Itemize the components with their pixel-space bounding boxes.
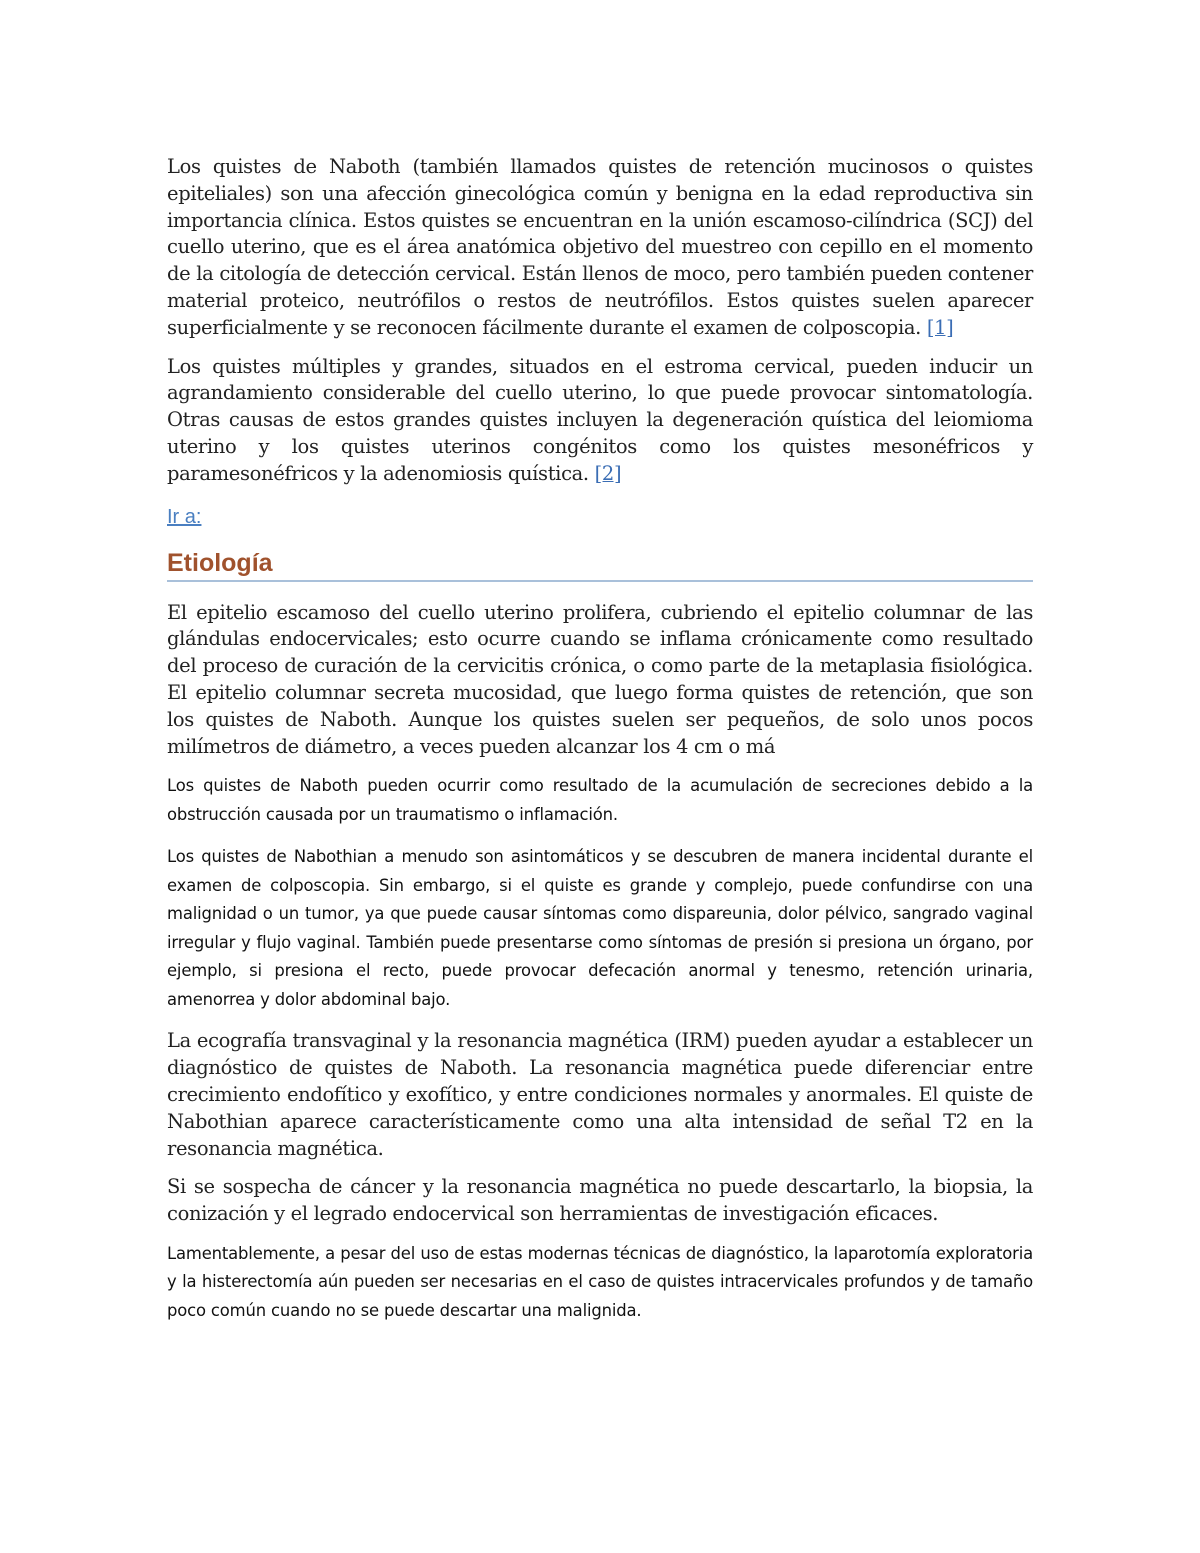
reference-link-1[interactable]: [1] bbox=[926, 315, 954, 339]
symptoms-paragraph: Los quistes de Nabothian a menudo son asintomáticos y se descubren de manera incidental durante el examen de colposcopia. Sin embargo, si el quiste es grande y complejo, puede confundirse con una malignidad o un tumor, ya que puede causar síntomas como dispareunia, dolor pélvico, sangrado vaginal irregular y flujo vaginal. También puede presentarse como síntomas de presión si presiona un órgano, por ejemplo, si presiona el recto, puede provocar defecación anormal y tenesmo, retención urinaria, amenorrea y dolor abdominal bajo. bbox=[167, 847, 1033, 1009]
intro-paragraph-text: Los quistes de Naboth (también llamados quistes de retención mucinosos o quistes epiteliales) son una afección ginecológica común y benigna en la edad reproductiva sin importancia clínica. Estos quistes se encuentran en la unión escamoso-cilíndrica (SCJ) del cuello uterino, que es el área anatómica objetivo del muestreo con cepillo en el momento de la citología de detección cervical. Están llenos de moco, pero también pueden contener material proteico, neutrófilos o restos de neutrófilos. Estos quistes suelen aparecer superficialmente y se reconocen fácilmente durante el examen de colposcopia. bbox=[167, 155, 1033, 339]
goto-link[interactable]: Ir a: bbox=[167, 505, 202, 528]
intro-paragraph bbox=[167, 154, 1033, 342]
surgery-paragraph: Lamentablemente, a pesar del uso de estas modernas técnicas de diagnóstico, la laparotomía exploratoria y la histerectomía aún pueden ser necesarias en el caso de quistes intracervicales profundos y de tamaño poco común cuando no se puede descartar una malignida. bbox=[167, 1243, 1033, 1320]
document-page bbox=[167, 154, 1033, 1339]
reference-link-2[interactable]: [2] bbox=[594, 461, 622, 485]
imaging-paragraph: La ecografía transvaginal y la resonancia magnética (IRM) pueden ayudar a establecer un diagnóstico de quistes de Naboth. La resonancia magnética puede diferenciar entre crecimiento endofítico y exofítico, y entre condiciones normales y anormales. El quiste de Nabothian aparece característicamente como una alta intensidad de señal T2 en la resonancia magnética. bbox=[167, 1029, 1033, 1160]
obstruction-paragraph: Los quistes de Naboth pueden ocurrir como resultado de la acumulación de secreciones debido a la obstrucción causada por un traumatismo o inflamación. bbox=[167, 776, 1033, 824]
large-cysts-paragraph-text: Los quistes múltiples y grandes, situados en el estroma cervical, pueden inducir un agrandamiento considerable del cuello uterino, lo que puede provocar sintomatología. Otras causas de estos grandes quistes incluyen la degeneración quística del leiomioma uterino y los quistes uterinos congénitos como los quistes mesonéfricos y paramesonéfricos y la adenomiosis quística. bbox=[167, 354, 1033, 485]
large-cysts-paragraph bbox=[167, 354, 1033, 488]
section-heading-rule bbox=[167, 548, 1033, 582]
section-heading-etiology: Etiología bbox=[167, 548, 273, 577]
etiology-paragraph: El epitelio escamoso del cuello uterino prolifera, cubriendo el epitelio columnar de las glándulas endocervicales; esto ocurre cuando se inflama crónicamente como resultado del proceso de curación de la cervicitis crónica, o como parte de la metaplasia fisiológica. El epitelio columnar secreta mucosidad, que luego forma quistes de retención, que son los quistes de Naboth. Aunque los quistes suelen ser pequeños, de solo unos pocos milímetros de diámetro, a veces pueden alcanzar los 4 cm o má bbox=[167, 600, 1033, 758]
biopsy-paragraph: Si se sospecha de cáncer y la resonancia magnética no puede descartarlo, la biopsia, la conización y el legrado endocervical son herramientas de investigación eficaces. bbox=[167, 1175, 1033, 1226]
